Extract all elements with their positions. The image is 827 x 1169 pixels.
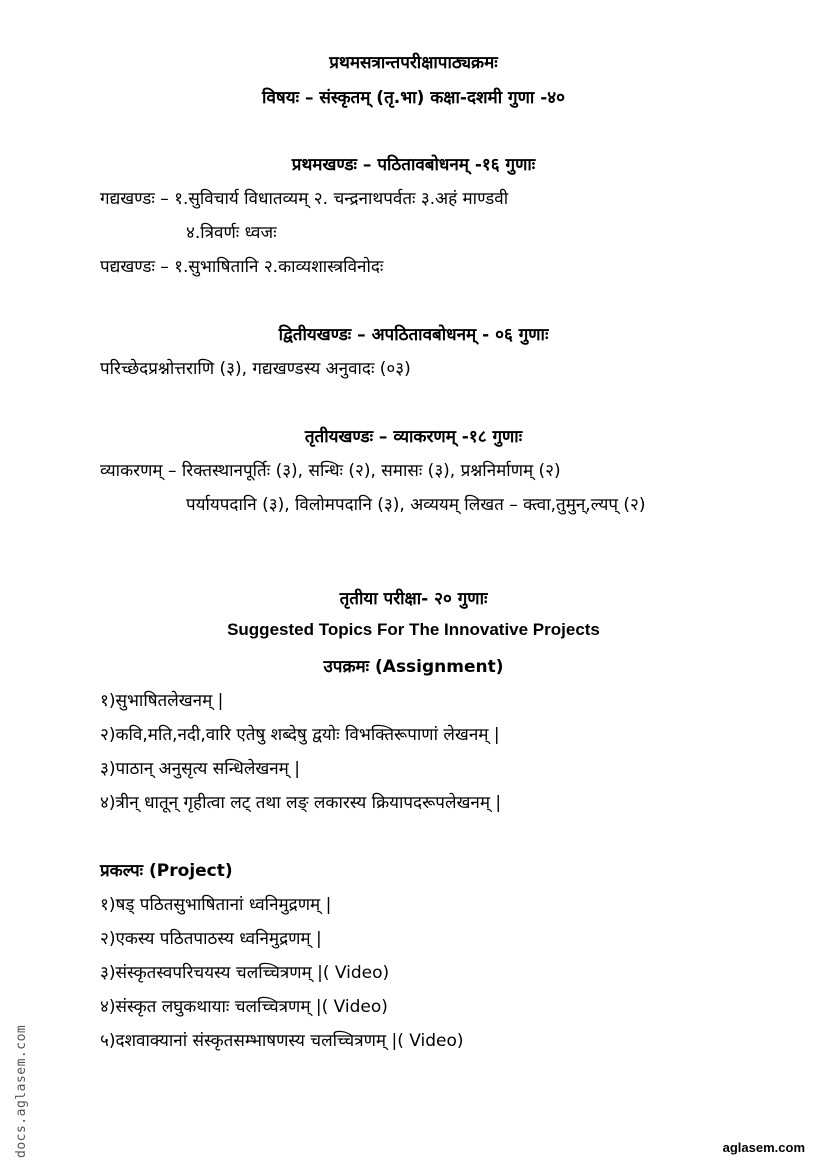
assignment-item: १)सुभाषितलेखनम् | xyxy=(100,691,224,711)
assignment-item: ३)पाठान् अनुसृत्य सन्धिलेखनम् | xyxy=(100,759,300,779)
document-title: प्रथमसत्रान्तपरीक्षापाठ्यक्रमः xyxy=(329,53,498,73)
poetry-section-line: पद्यखण्डः – १.सुभाषितानि २.काव्यशास्त्रविनोदः xyxy=(100,257,384,277)
section2-line: परिच्छेदप्रश्नोत्तराणि (३), गद्यखण्डस्य अनुवादः (०३) xyxy=(100,359,411,379)
side-watermark: docs.aglasem.com xyxy=(14,1024,29,1158)
grammar-line1: व्याकरणम् – रिक्तस्थानपूर्तिः (३), सन्धिः (२), समासः (३), प्रश्ननिर्माणम् (२) xyxy=(100,461,561,481)
subject-line: विषयः – संस्कृतम् (तृ.भा) कक्षा-दशमी गुणा -४० xyxy=(262,88,565,108)
assignment-heading: उपक्रमः (Assignment) xyxy=(323,657,504,677)
innovative-projects-heading: Suggested Topics For The Innovative Projects xyxy=(227,620,600,639)
assignment-item: ४)त्रीन् धातून् गृहीत्वा लट् तथा लङ् लकारस्य क्रियापदरूपलेखनम् | xyxy=(100,793,502,813)
project-item: ३)संस्कृतस्वपरिचयस्य चलच्चित्रणम् |( Video) xyxy=(100,963,390,983)
project-item: ५)दशवाक्यानां संस्कृतसम्भाषणस्य चलच्चित्रणम् |( Video) xyxy=(100,1031,464,1051)
prose-section-line1: गद्यखण्डः – १.सुविचार्य विधातव्यम् २. चन्द्रनाथपर्वतः ३.अहं माण्डवी xyxy=(100,189,509,209)
project-heading: प्रकल्पः (Project) xyxy=(100,861,233,881)
project-item: २)एकस्य पठितपाठस्य ध्वनिमुद्रणम् | xyxy=(100,929,322,949)
section3-heading: तृतीयखण्डः – व्याकरणम् -१८ गुणाः xyxy=(304,427,523,447)
section2-heading: द्वितीयखण्डः – अपठितावबोधनम् - ०६ गुणाः xyxy=(278,325,549,345)
section4-heading: तृतीया परीक्षा- २० गुणाः xyxy=(339,589,488,609)
prose-section-line2: ४.त्रिवर्णः ध्वजः xyxy=(186,223,277,243)
footer-brand: aglasem.com xyxy=(722,1140,805,1155)
project-item: १)षड् पठितसुभाषितानां ध्वनिमुद्रणम् | xyxy=(100,895,332,915)
assignment-item: २)कवि,मति,नदी,वारि एतेषु शब्देषु द्वयोः विभक्तिरूपाणां लेखनम् | xyxy=(100,725,500,745)
grammar-line2: पर्यायपदानि (३), विलोमपदानि (३), अव्ययम् लिखत – क्त्वा,तुमुन्,ल्यप् (२) xyxy=(186,495,646,515)
section1-heading: प्रथमखण्डः – पठितावबोधनम् -१६ गुणाः xyxy=(291,155,536,175)
project-item: ४)संस्कृत लघुकथायाः चलच्चित्रणम् |( Video) xyxy=(100,997,388,1017)
